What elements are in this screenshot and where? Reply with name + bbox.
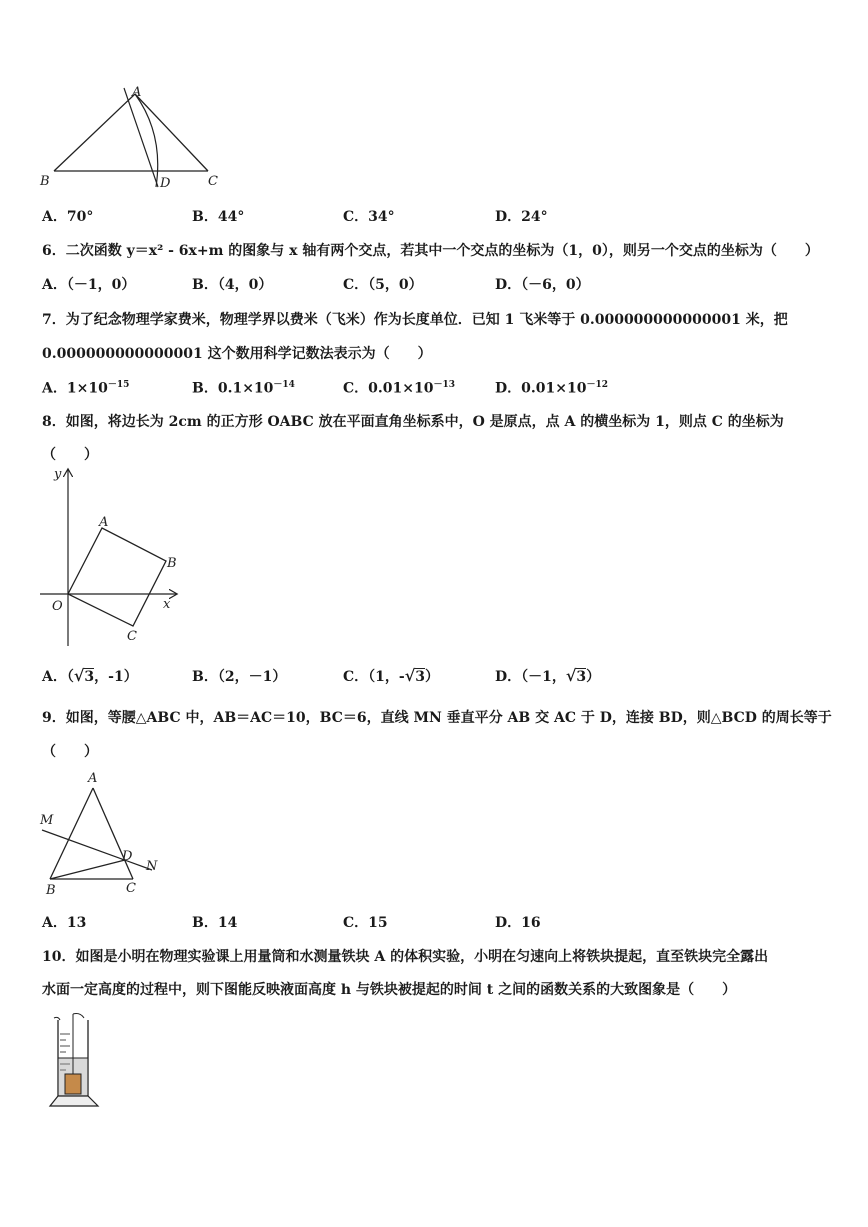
- q6-stem: 6．二次函数 y＝x² - 6x+m 的图象与 x 轴有两个交点，若其中一个交点的坐标为（1，0），则另一个交点的坐标为（ ）: [42, 243, 819, 259]
- q7-stem-line2: 0.000000000000001 这个数用科学记数法表示为（ ）: [42, 346, 432, 362]
- q5-label-b: B: [40, 174, 50, 189]
- q9-label-d: D: [122, 849, 133, 864]
- q5-option-d[interactable]: D．24°: [495, 209, 548, 225]
- q6-option-a[interactable]: A．（－1，0）: [42, 277, 136, 293]
- q8-label-y: y: [54, 467, 62, 482]
- q5-label-a: A: [132, 85, 142, 100]
- q7-option-c[interactable]: C．$0.01\times 10^{-13}$: [343, 380, 455, 397]
- q8-label-x: x: [163, 597, 171, 612]
- q5-label-c: C: [208, 174, 218, 189]
- q8-option-d[interactable]: D．（－1，√3）: [495, 666, 601, 685]
- q8-option-b[interactable]: B．（2，－1）: [192, 669, 287, 685]
- q9-label-b: B: [46, 883, 56, 898]
- q9-stem-line1: 9．如图，等腰△ABC 中，AB＝AC＝10，BC＝6，直线 MN 垂直平分 AB 交 AC 于 D，连接 BD，则△BCD 的周长等于: [42, 710, 832, 726]
- q9-label-c: C: [126, 881, 136, 896]
- q7-option-d[interactable]: D．$0.01\times 10^{-12}$: [495, 380, 608, 397]
- q9-label-m: M: [40, 813, 54, 828]
- q10-stem-line1: 10．如图是小明在物理实验课上用量筒和水测量铁块 A 的体积实验，小明在匀速向上将铁块提起，直至铁块完全露出: [42, 949, 769, 965]
- q10-cylinder-figure: [40, 1010, 110, 1114]
- q9-label-a: A: [88, 771, 98, 786]
- q7-stem-line1: 7．为了纪念物理学家费米，物理学界以费米（飞米）作为长度单位．已知 1 飞米等于 0.000000000000001 米，把: [42, 312, 788, 328]
- q8-option-c[interactable]: C．（1，-√3）: [343, 666, 439, 685]
- q8-stem-line1: 8．如图，将边长为 2cm 的正方形 OABC 放在平面直角坐标系中，O 是原点，点 A 的横坐标为 1，则点 C 的坐标为: [42, 414, 784, 430]
- q8-label-a: A: [99, 515, 109, 530]
- q5-option-a[interactable]: A．70°: [42, 209, 94, 225]
- q6-option-b[interactable]: B．（4，0）: [192, 277, 273, 293]
- q5-label-d: D: [160, 176, 171, 191]
- q8-label-o: O: [52, 599, 63, 614]
- q5-option-c[interactable]: C．34°: [343, 209, 395, 225]
- q9-label-n: N: [146, 859, 158, 874]
- q9-stem-line2: （ ）: [42, 744, 98, 760]
- q6-option-d[interactable]: D．（－6，0）: [495, 277, 590, 293]
- q8-stem-line2: （ ）: [42, 447, 98, 463]
- q7-option-b[interactable]: B．$0.1\times 10^{-14}$: [192, 380, 295, 397]
- q9-triangle-figure: [36, 766, 176, 900]
- q6-option-c[interactable]: C．（5，0）: [343, 277, 423, 293]
- q7-option-a[interactable]: A．$1\times 10^{-15}$: [42, 380, 130, 397]
- q5-triangle-figure: [36, 84, 226, 194]
- q9-option-b[interactable]: B．14: [192, 915, 238, 931]
- q8-coordinate-figure: [36, 462, 186, 654]
- q10-stem-line2: 水面一定高度的过程中，则下图能反映液面高度 h 与铁块被提起的时间 t 之间的函数关系的大致图象是（ ）: [42, 982, 737, 998]
- q9-option-c[interactable]: C．15: [343, 915, 388, 931]
- q8-label-c: C: [127, 629, 137, 644]
- q9-option-a[interactable]: A．13: [42, 915, 87, 931]
- q8-option-a[interactable]: A．（√3，-1）: [42, 666, 138, 685]
- q5-option-b[interactable]: B．44°: [192, 209, 245, 225]
- q8-label-b: B: [167, 556, 177, 571]
- q9-option-d[interactable]: D．16: [495, 915, 541, 931]
